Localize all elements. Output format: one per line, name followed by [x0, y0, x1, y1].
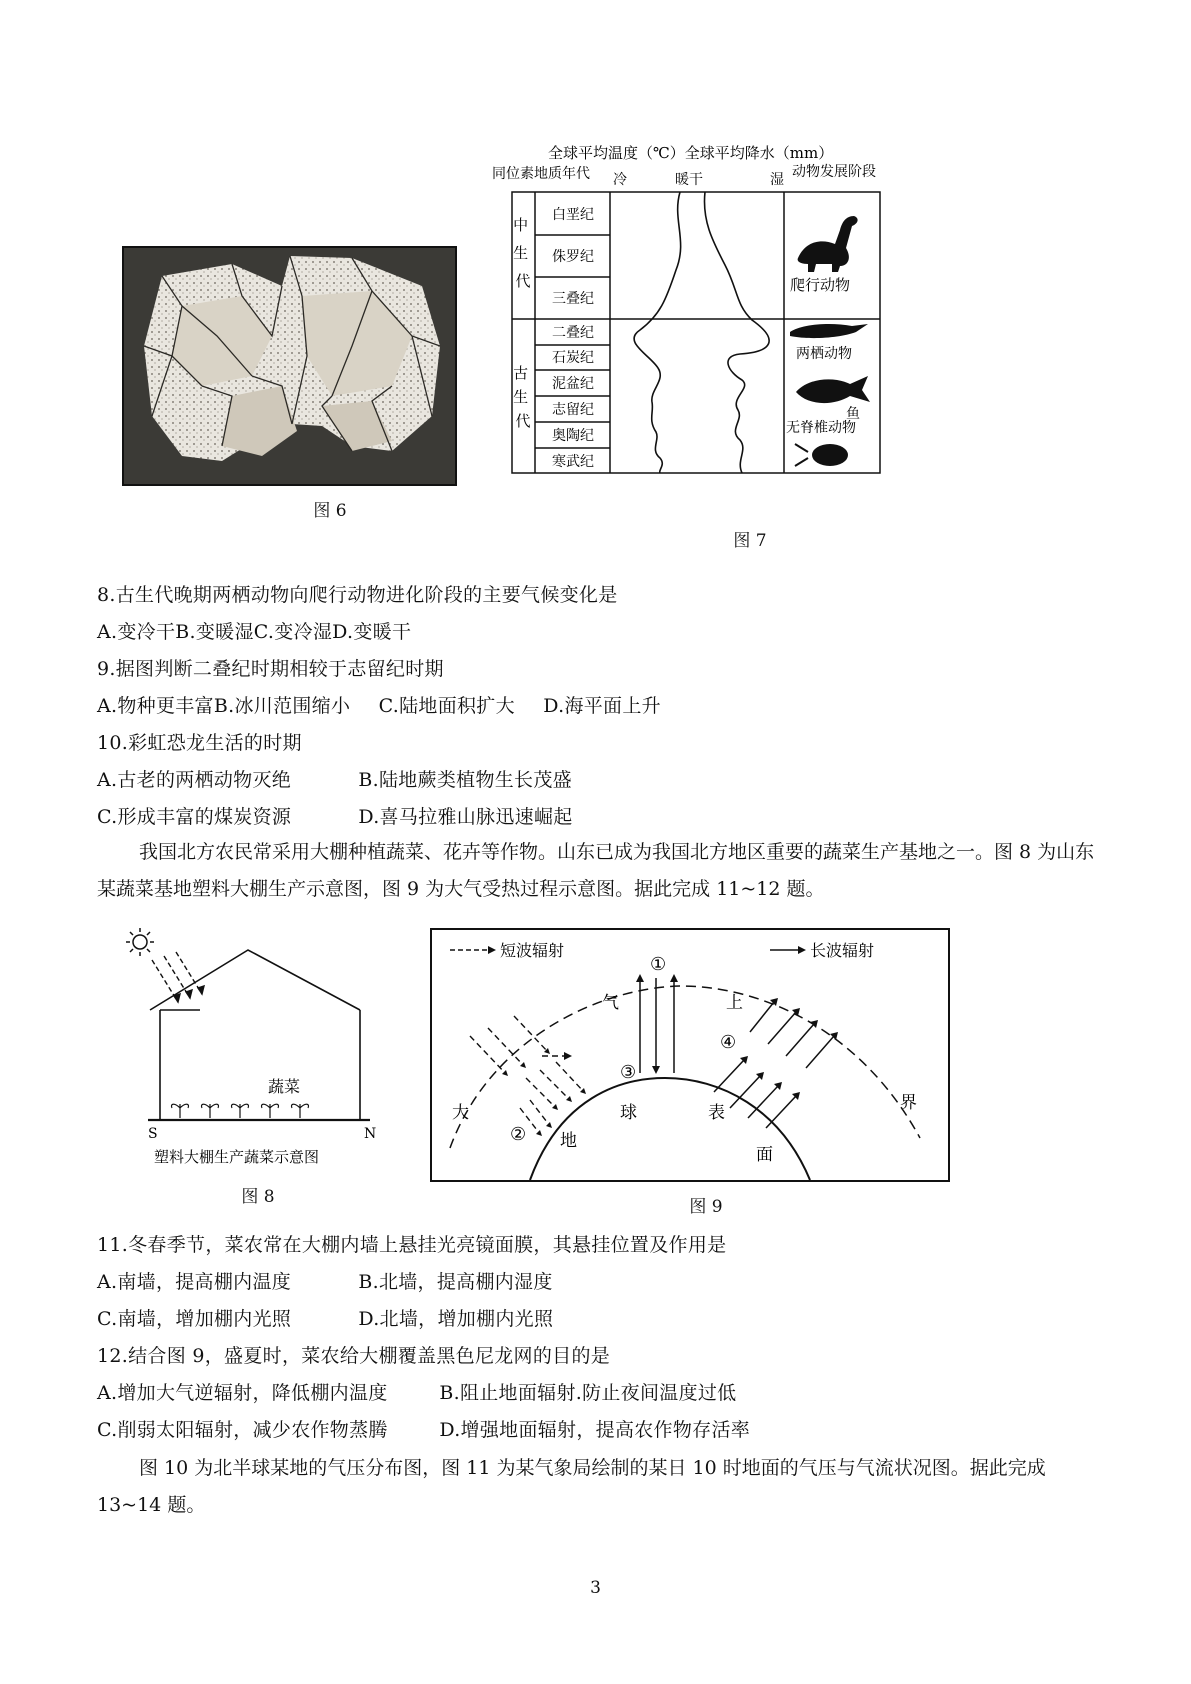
- question-10-options-row2: [97, 802, 573, 829]
- period-label: 白垩纪: [552, 207, 594, 223]
- animal-label-amphibian: 两栖动物: [796, 346, 852, 362]
- figure-6-caption: 图 6: [313, 501, 347, 521]
- legend-short-wave: 短波辐射: [500, 941, 565, 960]
- figure-8-greenhouse: [120, 920, 400, 1180]
- question-11-option-a: A.南墙，提高棚内温度: [97, 1271, 292, 1293]
- greenhouse-frame: [148, 950, 370, 1120]
- legend-long-arrow: [798, 946, 806, 954]
- page-number: 3: [590, 1578, 601, 1598]
- question-12-option-c: C.削弱太阳辐射，减少农作物蒸腾: [97, 1419, 388, 1441]
- sun-icon: [126, 928, 154, 956]
- trilobite-icon: [795, 444, 848, 466]
- precipitation-curve: [704, 192, 769, 473]
- question-10-options-row1: [97, 765, 572, 792]
- chart-header-climate: 全球平均温度（℃）全球平均降水（mm）: [548, 144, 834, 162]
- question-9-stem: 9.据图判断二叠纪时期相较于志留纪时期: [97, 658, 444, 680]
- question-11-options-row2: [97, 1304, 553, 1331]
- label-vegetables: 蔬菜: [268, 1077, 301, 1096]
- era-paleozoic: [513, 364, 533, 430]
- intro-paragraph-13-14: 图 10 为北半球某地的气压分布图，图 11 为某气象局绘制的某日 10 时地面的气压与气流状况图。据此完成 13~14 题。: [97, 1457, 1046, 1516]
- question-12-options-row1: [97, 1378, 737, 1405]
- period-label: 奥陶纪: [552, 428, 594, 444]
- era-paleozoic-char: 代: [515, 412, 531, 430]
- question-9-option-c: C.陆地面积扩大: [378, 695, 515, 717]
- question-12-options-row2: [97, 1415, 750, 1442]
- short-wave-arrowheads: [502, 1048, 586, 1136]
- figure-8-caption: 图 8: [241, 1187, 275, 1207]
- question-10-option-b: B.陆地蕨类植物生长茂盛: [358, 769, 572, 791]
- fish-icon: [796, 376, 870, 403]
- surface-char: 球: [620, 1103, 637, 1123]
- marker-1: ①: [650, 954, 667, 975]
- question-10-option-a: A.古老的两栖动物灭绝: [97, 769, 292, 791]
- column-header-wet: 湿: [770, 172, 784, 188]
- question-11-stem: 11.冬春季节，菜农常在大棚内墙上悬挂光亮镜面膜，其悬挂位置及作用是: [97, 1234, 727, 1256]
- figure-9-atmosphere: [430, 928, 950, 1184]
- question-11-options-row1: [97, 1267, 553, 1294]
- figure-7-geologic-chart: [490, 140, 910, 520]
- question-10-stem: 10.彩虹恐龙生活的时期: [97, 732, 302, 754]
- animal-label-reptile: 爬行动物: [790, 276, 851, 294]
- sunlight-arrows: [152, 952, 204, 1002]
- question-12-stem: 12.结合图 9，盛夏时，菜农给大棚覆盖黑色尼龙网的目的是: [97, 1345, 611, 1367]
- question-12-option-a: A.增加大气逆辐射，降低棚内温度: [97, 1382, 388, 1404]
- period-label: 志留纪: [552, 402, 594, 418]
- surface-char: 面: [756, 1145, 773, 1165]
- legend-short-arrow: [488, 946, 496, 954]
- column-header-period: 同位素地质年代: [492, 166, 590, 182]
- period-label: 二叠纪: [552, 325, 594, 341]
- label-north: N: [364, 1126, 377, 1142]
- marker-3: ③: [620, 1062, 637, 1083]
- question-9-options: [97, 691, 661, 718]
- amphibian-icon: [790, 324, 868, 338]
- dinosaur-icon: [798, 216, 858, 272]
- question-8-options: A.变冷干B.变暖湿C.变冷湿D.变暖干: [97, 621, 412, 643]
- question-8-stem: 8.古生代晚期两栖动物向爬行动物进化阶段的主要气候变化是: [97, 584, 618, 606]
- era-paleozoic-char: 生: [513, 388, 529, 406]
- atmosphere-char: 气: [602, 993, 619, 1013]
- column-header-cold: 冷: [613, 172, 627, 188]
- marker-2: ②: [510, 1124, 527, 1145]
- period-label: 寒武纪: [552, 454, 594, 470]
- question-12-option-d: D.增强地面辐射，提高农作物存活率: [439, 1419, 751, 1441]
- period-label: 石炭纪: [552, 350, 594, 366]
- question-11-option-c: C.南墙，增加棚内光照: [97, 1308, 292, 1330]
- atmosphere-char: 界: [900, 1093, 917, 1113]
- period-label: 侏罗纪: [552, 249, 594, 265]
- era-mesozoic-char: 中: [513, 216, 529, 234]
- short-wave-arrows: [470, 1016, 584, 1134]
- question-10-option-d: D.喜马拉雅山脉迅速崛起: [358, 806, 573, 828]
- greenhouse-diagram: [120, 920, 400, 1180]
- atmosphere-char: 大: [452, 1103, 469, 1123]
- animal-label-fish: 鱼: [846, 406, 860, 422]
- vertical-radiation-arrows: [640, 978, 674, 1073]
- legend-long-wave: 长波辐射: [810, 941, 875, 960]
- column-header-warm-dry: 暖干: [675, 172, 703, 188]
- question-11-option-b: B.北墙，提高棚内湿度: [358, 1271, 553, 1293]
- temperature-curve: [634, 192, 681, 473]
- era-mesozoic-char: 生: [513, 244, 529, 262]
- column-header-animals: 动物发展阶段: [792, 164, 876, 180]
- surface-char: 表: [708, 1103, 725, 1123]
- marker-4: ④: [720, 1032, 737, 1053]
- label-south: S: [148, 1126, 158, 1142]
- figure-7-caption: 图 7: [733, 531, 767, 551]
- figure-6-fossil-photo: [122, 246, 457, 486]
- era-paleozoic-char: 古: [513, 364, 529, 382]
- question-9-option-d: D.海平面上升: [543, 695, 661, 717]
- figure-9-caption: 图 9: [689, 1197, 723, 1217]
- surface-char: 地: [560, 1131, 577, 1151]
- question-11-option-d: D.北墙，增加棚内光照: [358, 1308, 554, 1330]
- era-mesozoic-char: 代: [515, 272, 531, 290]
- geologic-chart: [490, 140, 910, 520]
- intro-paragraph-11-12: 我国北方农民常采用大棚种植蔬菜、花卉等作物。山东已成为我国北方地区重要的蔬菜生产基地之一。图 8 为山东某蔬菜基地塑料大棚生产示意图，图 9 为大气受热过程示意图。据此完成 11~12 题。: [97, 841, 1095, 900]
- question-10-option-c: C.形成丰富的煤炭资源: [97, 806, 292, 828]
- question-12-option-b: B.阻止地面辐射.防止夜间温度过低: [439, 1382, 737, 1404]
- vegetable-plants: [171, 1104, 308, 1118]
- diagram-border: [431, 929, 949, 1181]
- question-9-option-ab: A.物种更丰富B.冰川范围缩小: [97, 695, 351, 717]
- atmosphere-char: 上: [726, 993, 743, 1013]
- period-label: 三叠纪: [552, 291, 594, 307]
- greenhouse-subtitle: 塑料大棚生产蔬菜示意图: [154, 1148, 320, 1166]
- period-label: 泥盆纪: [552, 376, 594, 392]
- animal-label-invertebrate: 无脊椎动物: [786, 420, 856, 436]
- atmosphere-diagram: [430, 928, 950, 1184]
- vertical-arrowheads: [636, 974, 678, 1074]
- era-mesozoic: [513, 216, 533, 290]
- fossil-image: [122, 246, 457, 486]
